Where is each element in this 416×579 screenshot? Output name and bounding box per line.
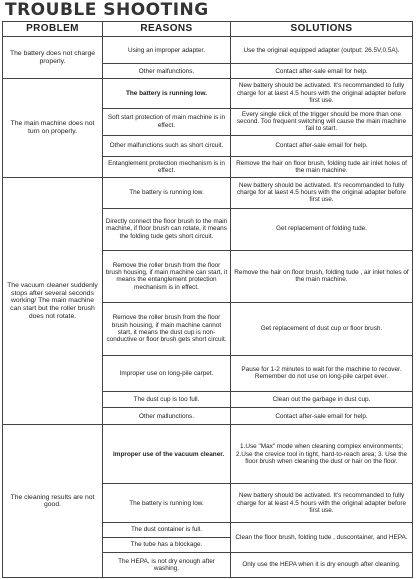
solution-cell: Remove the hair on floor brush, folding tude air inlet holes of the main machine. xyxy=(231,156,413,177)
reason-cell: Other malfunctions such as short circuit. xyxy=(103,135,231,156)
table-row xyxy=(3,37,413,64)
solution-cell: New battery should be activated. It's recommanded to fully charge for at least 4.5 hours with the original adapter before first use. xyxy=(231,484,413,523)
reason-cell: Remove the roller brush from the floor brush housing, if main machine cannot start, it means the dust cup is non-conductive or floor brush gets short circuit. xyxy=(103,303,231,356)
solution-cell: Get replacement of folding tude. xyxy=(231,208,413,250)
reason-cell: The battery is running low. xyxy=(103,79,231,108)
header-reasons: REASONS xyxy=(103,22,231,37)
reason-cell: The tube has a blockage. xyxy=(103,537,231,552)
solution-cell: Remove the hair on floor brush, folding tude , air inlet holes of the main machine. xyxy=(231,250,413,303)
solution-cell: Only use the HEPA when it is dry enough after cleaning. xyxy=(231,552,413,577)
troubleshooting-table xyxy=(2,21,413,578)
problem-cell: The battery does not charge properly. xyxy=(3,37,103,79)
solution-cell: New battery should be activated. It's recommanded to fully charge for at laest 4.5 hours with the original adapter before first use. xyxy=(231,79,413,108)
reason-cell: The dust container is full. xyxy=(103,523,231,538)
reason-cell: Other malfunctions. xyxy=(103,64,231,79)
header-problem: PROBLEM xyxy=(3,22,103,37)
reason-cell: Directly connect the floor brush to the main machine, if floor brush can rotate, it means the folding tude gets short circuit. xyxy=(103,208,231,250)
reason-cell: Entanglement protection mechanism is in effect. xyxy=(103,156,231,177)
table-row xyxy=(3,425,413,484)
problem-cell: The cleaning results are not good. xyxy=(3,425,103,578)
solution-cell: Get replacement of dust cup or floor brush. xyxy=(231,303,413,356)
solution-cell: Every single click of the trigger should be more than one second. Too frequent switching will cause the main machine fail to start. xyxy=(231,108,413,135)
solution-cell: Contact after-sale email for help. xyxy=(231,408,413,425)
reason-cell: Other mallunctions. xyxy=(103,408,231,425)
table-header-row xyxy=(3,22,413,37)
solution-cell: Pause for 1-2 minutes to wait for the machine to recover. Remember do not use on long-pile carpet ever. xyxy=(231,355,413,391)
reason-cell: The battery is running low. xyxy=(103,178,231,209)
reason-cell: The HEPA, is not dry enough after washing. xyxy=(103,552,231,577)
solution-cell: Clean the floor brush, folding tude , duscontainer, and HEPA. xyxy=(231,523,413,552)
reason-cell: Remove the roller brush from the floor brush housing, if main machine can start, it means the entanglement protection mechanism is in effect. xyxy=(103,250,231,303)
solution-cell: 1.Use "Max" mode when cleaning complex environments; 2.Use the crevice tool in tight, hard-to-reach area; 3. Use the floor brush when cleaning the dust or hair on the floor. xyxy=(231,425,413,484)
header-solutions: SOLUTIONS xyxy=(231,22,413,37)
table-row xyxy=(3,79,413,108)
solution-cell: Use the original equipped adapter (output: 26.5V,0.5A). xyxy=(231,37,413,64)
solution-cell: Clean out the garbage in dust cup. xyxy=(231,391,413,408)
table-row xyxy=(3,178,413,209)
page-title: TROUBLE SHOOTING xyxy=(5,0,209,20)
solution-cell: Contact after-sale email for help. xyxy=(231,135,413,156)
solution-cell: Contact after-sale email for help. xyxy=(231,64,413,79)
reason-cell: Using an improper adapter. xyxy=(103,37,231,64)
problem-cell: The main machine does not turn on properly. xyxy=(3,79,103,178)
reason-cell: Improper use of the vacuum cleaner. xyxy=(103,425,231,484)
problem-cell: The vacuum cleaner suddenly stops after several seconds working/ The main machine can start but the roller brush does not rotate. xyxy=(3,178,103,425)
solution-cell: New battery should be activated. It's recommanded to fully charge for at laest 4.5 hours with the original adapter before first use. xyxy=(231,178,413,209)
reason-cell: Improper use on long-pile carpet. xyxy=(103,355,231,391)
reason-cell: Soft start protection of main machine is in effect. xyxy=(103,108,231,135)
reason-cell: The dust cup is too full. xyxy=(103,391,231,408)
reason-cell: The battery is running low. xyxy=(103,484,231,523)
